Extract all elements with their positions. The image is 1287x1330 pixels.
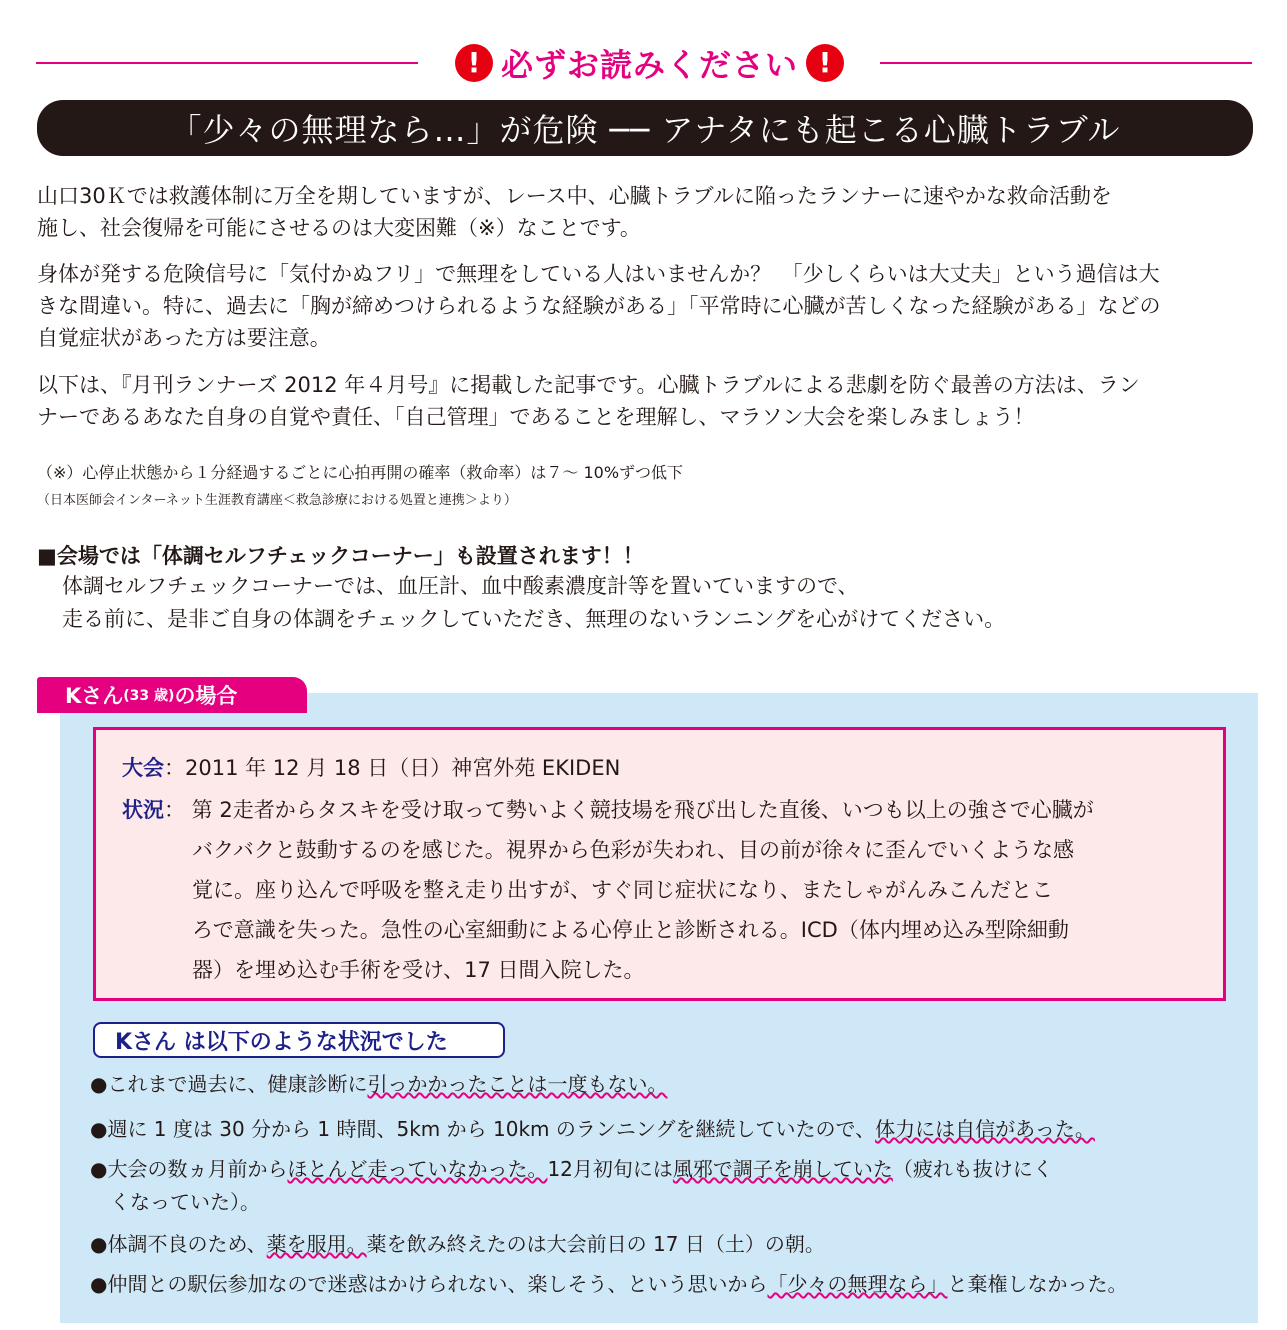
intro-paragraph-3 <box>37 369 1252 433</box>
text-line: ナーであるあなた自身の自覚や責任、「自己管理」であることを理解し、マラソン大会を楽しみましょう！ <box>37 405 1035 429</box>
status-text: バクバクと鼓動するのを感じた。視界から色彩が失われ、目の前が徐々に歪んでいくような感 <box>192 838 1074 862</box>
item-text: （疲れも抜けにく <box>892 1157 1053 1181</box>
item-text: 12月初旬には <box>547 1157 673 1181</box>
item-text: ●これまで過去に、健康診断に <box>90 1072 368 1096</box>
footnote: （※）心停止状態から１分経過するごとに心拍再開の確率（救命率）は７～ 10%ずつ低下 <box>37 463 684 482</box>
header-rule-right <box>880 62 1252 64</box>
status-label: 状況 <box>122 798 164 822</box>
exclamation-icon: ! <box>806 44 844 82</box>
footnote-source: （日本医師会インターネット生涯教育講座＜救急診療における処置と連携＞より） <box>37 493 517 508</box>
item-emphasis: 薬を服用。 <box>266 1232 367 1256</box>
situation-item <box>90 1068 667 1101</box>
text-line: 体調セルフチェックコーナーでは、血圧計、血中酸素濃度計等を置いていますので、 <box>62 574 859 598</box>
notice-title: 必ずお読みください <box>500 46 798 84</box>
exclamation-icon: ! <box>455 44 493 82</box>
situation-item <box>90 1153 1053 1186</box>
text-line: 以下は、『月刊ランナーズ 2012 年４月号』に掲載した記事です。心臓トラブルによる悲劇を防ぐ最善の方法は、ラン <box>37 373 1140 397</box>
event-value: ：2011 年 12 月 18 日（日）神宮外苑 EKIDEN <box>164 756 621 780</box>
header-rule-left <box>36 62 418 64</box>
item-text: ●体調不良のため、 <box>90 1232 267 1256</box>
situation-item-continued: くなっていた）。 <box>110 1190 260 1214</box>
situation-item <box>90 1113 1095 1146</box>
item-text: ●大会の数ヵ月前から <box>90 1157 288 1181</box>
item-text: ●仲間との駅伝参加なので迷惑はかけられない、楽しそう、という思いから <box>90 1272 768 1296</box>
item-text: ●週に 1 度は 30 分から 1 時間、5km から 10km のランニングを継続していたので、 <box>90 1117 876 1141</box>
status-text: ろで意識を失った。急性の心室細動による心停止と診断される。ICD（体内埋め込み型除細動 <box>192 918 1069 942</box>
text-line: 身体が発する危険信号に「気付かぬフリ」で無理をしている人はいませんか？ 「少しくらいは大丈夫」という過信は大 <box>37 262 1160 286</box>
status-text: 器）を埋め込む手術を受け、17 日間入院した。 <box>192 958 645 982</box>
item-emphasis: 引っかかったことは一度もない。 <box>367 1072 668 1096</box>
item-emphasis: 体力には自信があった。 <box>875 1117 1095 1141</box>
headline-banner: 「少々の無理なら…」が危険 ── アナタにも起こる心臓トラブル <box>37 100 1253 156</box>
case-detail-box <box>93 727 1226 1001</box>
text-line: 山口30Ｋでは救護体制に万全を期していますが、レース中、心臓トラブルに陥ったランナーに速やかな救命活動を <box>37 184 1112 208</box>
text-line: きな間違い。特に、過去に「胸が締めつけられるような経験がある」「平常時に心臓が苦しくなった経験がある」などの <box>37 294 1161 318</box>
item-emphasis: 「少々の無理なら」 <box>767 1272 948 1296</box>
check-corner-body <box>62 570 1005 636</box>
situation-title: Kさん は以下のような状況でした <box>93 1022 505 1058</box>
text-line: 走る前に、是非ご自身の体調をチェックしていただき、無理のないランニングを心がけてください。 <box>62 607 1006 631</box>
status-text: 覚に。座り込んで呼吸を整え走り出すが、すぐ同じ症状になり、またしゃがんみこんだとこ <box>192 878 1053 902</box>
item-emphasis: 風邪で調子を崩していた <box>672 1157 893 1181</box>
case-tab-age: (33 歳) <box>123 688 175 704</box>
text-line: 自覚症状があった方は要注意。 <box>37 326 331 350</box>
intro-paragraph-2 <box>37 258 1252 354</box>
status-row <box>122 790 1094 830</box>
event-row <box>122 748 620 788</box>
situation-item <box>90 1268 1127 1301</box>
event-label: 大会 <box>122 756 164 780</box>
case-tab <box>37 677 307 713</box>
item-emphasis: ほとんど走っていなかった。 <box>287 1157 548 1181</box>
intro-paragraph-1 <box>37 180 1252 244</box>
status-text: ： 第 2走者からタスキを受け取って勢いよく競技場を飛び出した直後、いつも以上の強さで心臓が <box>164 798 1094 822</box>
check-corner-heading: ■会場では「体調セルフチェックコーナー」も設置されます！！ <box>37 544 644 568</box>
situation-item <box>90 1228 825 1261</box>
case-tab-name: Kさん <box>65 684 124 708</box>
text-line: 施し、社会復帰を可能にさせるのは大変困難（※）なことです。 <box>37 216 641 240</box>
item-text: 薬を飲み終えたのは大会前日の 17 日（土）の朝。 <box>366 1232 825 1256</box>
notice-header <box>437 38 862 88</box>
item-text: と棄権しなかった。 <box>947 1272 1128 1296</box>
case-tab-suffix: の場合 <box>174 684 238 708</box>
